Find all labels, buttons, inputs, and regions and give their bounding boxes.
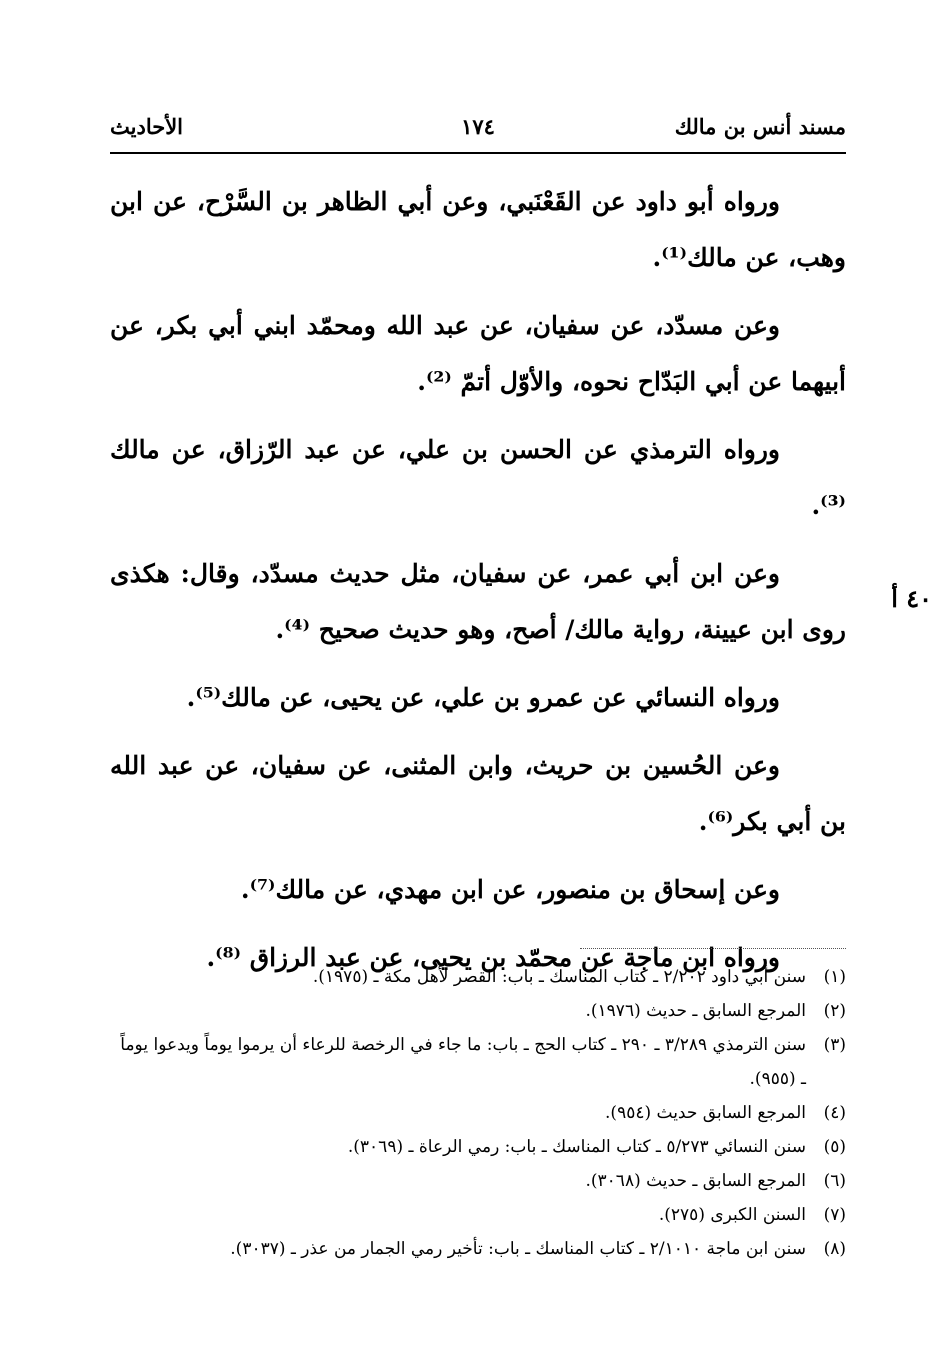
footnote-text: سنن ابن ماجة ٢/١٠١٠ ـ كتاب المناسك ـ باب: تأخير رمي الجمار من عذر ـ (٣٠٣٧). [230, 1239, 806, 1259]
footnote [110, 1198, 846, 1232]
footnote-text: سنن النسائي ٥/٢٧٣ ـ كتاب المناسك ـ باب: رمي الرعاة ـ (٣٠٦٩). [347, 1137, 806, 1157]
footnote-number: (٨) [823, 1239, 846, 1259]
footnote-number: (٧) [823, 1205, 846, 1225]
manuscript-folio-note: ٤٠ أ [891, 584, 932, 613]
book-title: مسند أنس بن مالك [674, 114, 846, 139]
footnote [110, 1096, 846, 1130]
footnote [110, 960, 846, 994]
footnote [110, 1232, 846, 1266]
section-title: الأحاديث [110, 114, 184, 139]
footnote [110, 1130, 846, 1164]
page-header [110, 110, 846, 154]
paragraph: وعن الحُسين بن حريث، وابن المثنى، عن سفيان، عن عبد الله بن أبي بكر⁽⁶⁾. [110, 751, 846, 836]
page-number: ١٧٤ [461, 114, 495, 139]
footnote-text: السنن الكبرى (٢٧٥). [658, 1205, 806, 1225]
footnote-number: (٤) [823, 1103, 846, 1123]
paragraph: وعن إسحاق بن منصور، عن ابن مهدي، عن مالك⁽⁷⁾. [240, 875, 780, 904]
footnotes [110, 960, 846, 1266]
footnote-text: المرجع السابق ـ حديث (١٩٧٦). [585, 1001, 806, 1021]
footnote-number: (٦) [823, 1171, 846, 1191]
footnote-text: المرجع السابق حديث (٩٥٤). [605, 1103, 806, 1123]
footnote-separator [580, 948, 846, 949]
main-text [110, 174, 846, 998]
footnote [110, 1028, 846, 1096]
footnote-text: المرجع السابق ـ حديث (٣٠٦٨). [585, 1171, 806, 1191]
paragraph: ورواه الترمذي عن الحسن بن علي، عن عبد الرّزاق، عن مالك ⁽³⁾. [110, 435, 846, 520]
footnote-text: سنن الترمذي ٣/٢٨٩ ـ ٢٩٠ ـ كتاب الحج ـ باب: ما جاء في الرخصة للرعاء أن يرموا يوماً ويدعوا يوماً ـ (٩٥٥). [120, 1035, 806, 1089]
paragraph: ورواه ابن ماجة عن محمّد بن يحيى، عن عبد الرزاق ⁽⁸⁾. [206, 943, 780, 972]
footnote-text: سنن أبي داود ٢/٢٠٢ ـ كتاب المناسك ـ باب: القصر لأهل مكة ـ (١٩٧٥). [312, 967, 806, 987]
footnote-number: (١) [823, 967, 846, 987]
paragraph: ورواه أبو داود عن القَعْنَبي، وعن أبي الظاهر بن السَّرْح، عن ابن وهب، عن مالك⁽¹⁾. [110, 187, 846, 272]
footnote-number: (٥) [823, 1137, 846, 1157]
footnote-number: (٣) [823, 1035, 846, 1055]
footnote [110, 994, 846, 1028]
paragraph: وعن ابن أبي عمر، عن سفيان، مثل حديث مسدّد، وقال: هكذى روى ابن عيينة، رواية مالك/ أصح، وهو حديث صحيح ⁽⁴⁾. [110, 559, 846, 644]
footnote [110, 1164, 846, 1198]
footnote-number: (٢) [823, 1001, 846, 1021]
paragraph: ورواه النسائي عن عمرو بن علي، عن يحيى، عن مالك⁽⁵⁾. [186, 683, 780, 712]
paragraph: وعن مسدّد، عن سفيان، عن عبد الله ومحمّد ابني أبي بكر، عن أبيهما عن أبي البَدّاح نحوه، والأوّل أتمّ ⁽²⁾. [110, 311, 846, 396]
